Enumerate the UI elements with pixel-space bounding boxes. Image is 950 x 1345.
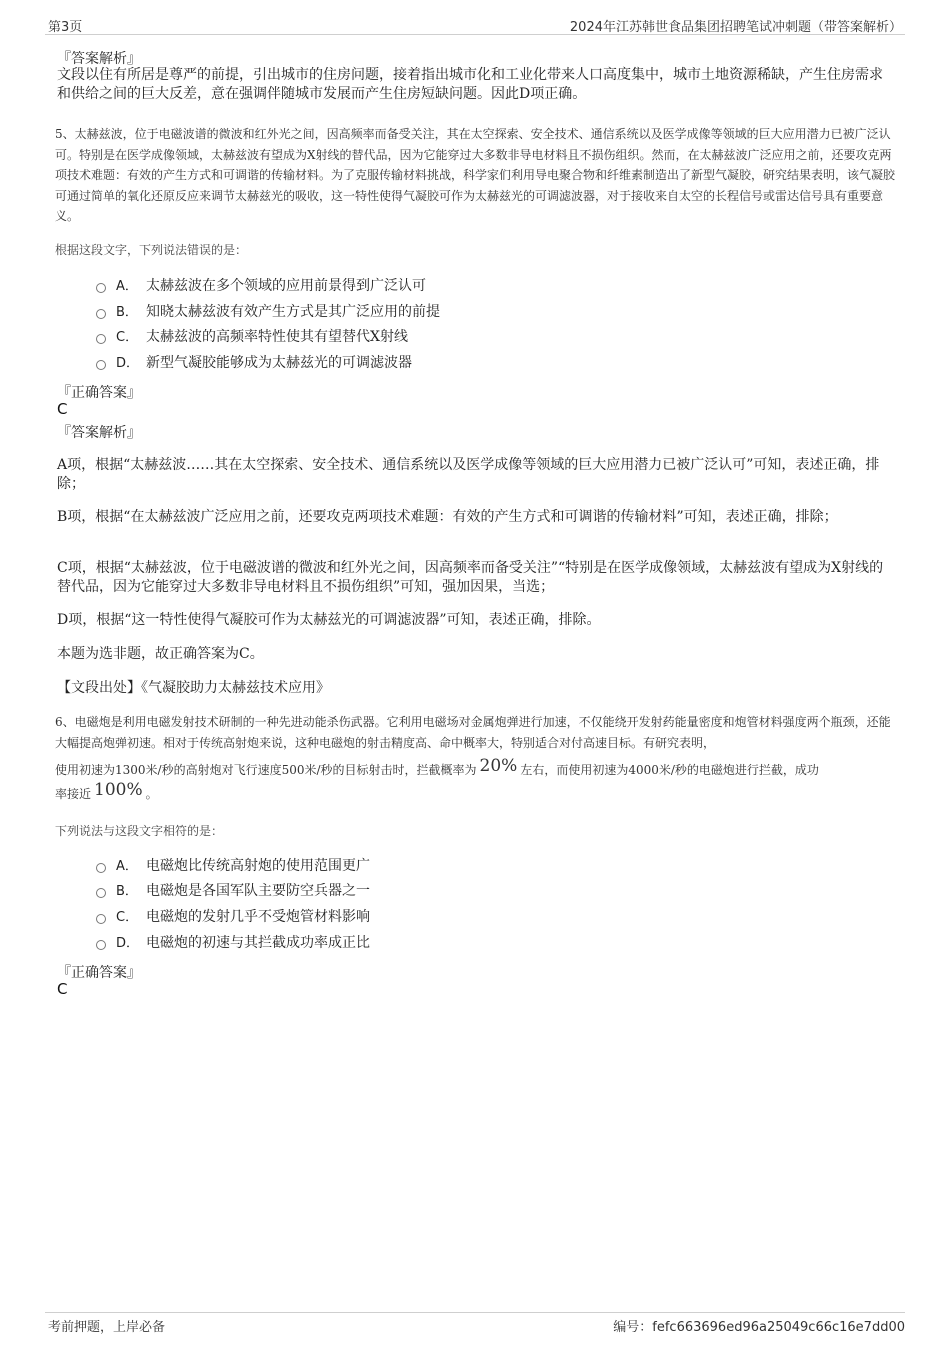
- q6-percent-20: 20%: [479, 756, 518, 776]
- q6-percent-100: 100%: [94, 780, 143, 800]
- q5-analysis-b: B项，根据“在太赫兹波广泛应用之前，还要攻克两项技术难题：有效的产生方式和可调谐的传输材料”可知，表述正确，排除；: [57, 509, 838, 525]
- q5-analysis-conclusion: 本题为选非题，故正确答案为C。: [57, 646, 264, 662]
- q6-option-b[interactable]: B． 电磁炮是各国军队主要防空兵器之一: [96, 881, 370, 901]
- q5-option-b[interactable]: B． 知晓太赫兹波有效产生方式是其广泛应用的前提: [96, 302, 440, 322]
- radio-icon[interactable]: [96, 360, 106, 370]
- q5-analysis-d: D项，根据“这一特性使得气凝胶可作为太赫兹光的可调滤波器”可知，表述正确，排除。: [57, 612, 601, 628]
- q5-correct-answer: C: [57, 400, 68, 418]
- q5-prompt: 根据这段文字，下列说法错误的是：: [55, 243, 248, 257]
- document-code: 编号：fefc663696ed96a25049c66c16e7dd00: [613, 1320, 905, 1335]
- radio-icon[interactable]: [96, 283, 106, 293]
- q5-source: 【文段出处】《气凝胶助力太赫兹技术应用》: [57, 680, 330, 696]
- q5-analysis-c: C项，根据“太赫兹波，位于电磁波谱的微波和红外光之间，因高频率而备受关注”“特别是在医学成像领域，太赫兹波有望成为X射线的替代品，因为它能穿过大多数非导电材料且不损伤组织”可知，强加因果，当选；: [57, 560, 884, 595]
- page-number: 第3页: [48, 20, 83, 35]
- prev-analysis-label: 『答案解析』: [57, 51, 141, 67]
- radio-icon[interactable]: [96, 888, 106, 898]
- q6-option-d[interactable]: D． 电磁炮的初速与其拦截成功率成正比: [96, 933, 370, 953]
- footer-slogan: 考前押题，上岸必备: [48, 1320, 166, 1335]
- q5-analysis-label: 『答案解析』: [57, 425, 141, 441]
- page-header: [45, 12, 905, 35]
- radio-icon[interactable]: [96, 940, 106, 950]
- page-footer: [45, 1312, 905, 1335]
- q6-option-a[interactable]: A． 电磁炮比传统高射炮的使用范围更广: [96, 856, 370, 876]
- q5-passage: 5、太赫兹波，位于电磁波谱的微波和红外光之间，因高频率而备受关注，其在太空探索、安全技术、通信系统以及医学成像等领域的巨大应用潜力已被广泛认可。特别是在医学成像领域，太赫兹波有望成为X射线的替代品，因为它能穿过大多数非导电材料且不损伤组织。然而，在太赫兹波广泛应用之前，还要攻克两项技术难题：有效的产生方式和可调谐的传输材料。为了克服传输材料挑战，科学家们利用导电聚合物和纤维素制造出了新型气凝胶，研究结果表明，该气凝胶可通过简单的氧化还原反应来调节太赫兹光的吸收，这一特性使得气凝胶可作为太赫兹光的可调滤波器，对于接收来自太空的长程信号或雷达信号具有重要意义。: [55, 127, 896, 223]
- radio-icon[interactable]: [96, 863, 106, 873]
- q6-prompt: 下列说法与这段文字相符的是：: [55, 824, 224, 838]
- radio-icon[interactable]: [96, 309, 106, 319]
- radio-icon[interactable]: [96, 914, 106, 924]
- q6-passage-line3: 使用初速为1300米/秒的高射炮对飞行速度500米/秒的目标射击时，拦截概率为 20% 左右，而使用初速为4000米/秒的电磁炮进行拦截，成功: [55, 756, 819, 777]
- q6-passage: 6、电磁炮是利用电磁发射技术研制的一种先进动能杀伤武器。它利用电磁场对金属炮弹进行加速，不仅能绕开发射药能量密度和炮管材料强度两个瓶颈，还能大幅提高炮弹初速。相对于传统高射炮来说，这种电磁炮的射击精度高、命中概率大，特别适合对付高速目标。有研究表明，: [55, 715, 891, 750]
- prev-analysis-text: 文段以住有所居是尊严的前提，引出城市的住房问题，接着指出城市化和工业化带来人口高度集中，城市土地资源稀缺，产生住房需求和供给之间的巨大反差，意在强调伴随城市发展而产生住房短缺问题。因此D项正确。: [57, 67, 883, 102]
- q5-option-d[interactable]: D． 新型气凝胶能够成为太赫兹光的可调滤波器: [96, 353, 412, 373]
- q5-option-c[interactable]: C． 太赫兹波的高频率特性使其有望替代X射线: [96, 327, 408, 347]
- radio-icon[interactable]: [96, 334, 106, 344]
- q6-option-c[interactable]: C． 电磁炮的发射几乎不受炮管材料影响: [96, 907, 370, 927]
- q6-correct-label: 『正确答案』: [57, 965, 141, 981]
- q6-passage-line4: 率接近 100% 。: [55, 780, 158, 801]
- q5-correct-label: 『正确答案』: [57, 385, 141, 401]
- q6-correct-answer: C: [57, 980, 68, 998]
- q5-option-a[interactable]: A． 太赫兹波在多个领域的应用前景得到广泛认可: [96, 276, 426, 296]
- q5-analysis-a: A项，根据“太赫兹波……其在太空探索、安全技术、通信系统以及医学成像等领域的巨大应用潜力已被广泛认可”可知，表述正确，排除；: [57, 457, 880, 492]
- document-title: 2024年江苏韩世食品集团招聘笔试冲刺题（带答案解析）: [569, 20, 902, 35]
